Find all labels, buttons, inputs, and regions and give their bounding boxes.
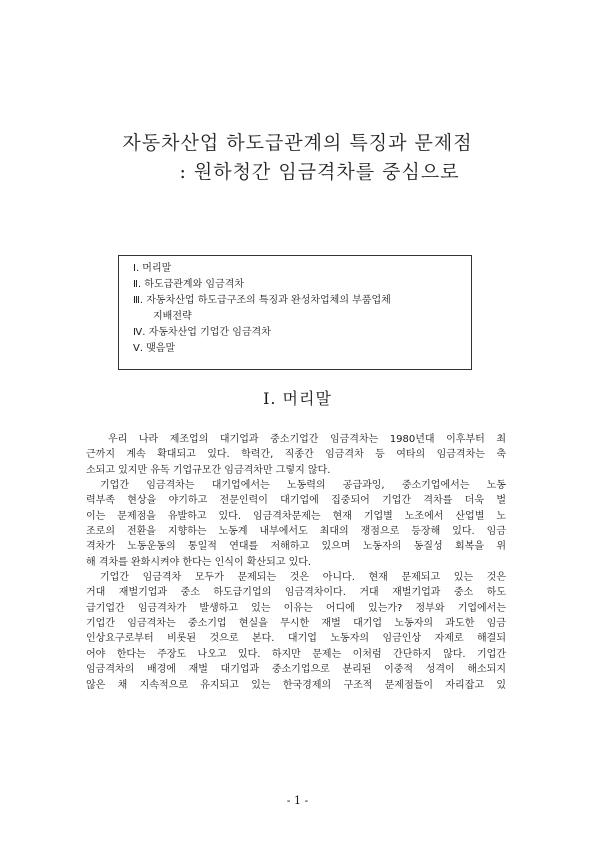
document-title: 자동차산업 하도급관계의 특징과 문제점 — [122, 132, 473, 154]
body-line: 기업간 임금격차는 대기업에서는 노동력의 공급과잉, 중소기업에서는 노동 — [100, 480, 506, 492]
toc-item-3: Ⅲ. 자동차산업 하도급구조의 특징과 완성차업체의 부품업체 — [133, 295, 391, 306]
toc-item-2: Ⅱ. 하도급관계와 임금격차 — [133, 279, 245, 290]
body-line: 소되고 있지만 유독 기업규모간 임금격차만 그렇지 않다. — [86, 464, 331, 476]
body-line: 이는 문제점을 유발하고 있다. 임금격차문제는 현재 기업별 노조에서 산업별 노 — [86, 510, 506, 522]
table-of-contents — [118, 255, 472, 370]
body-line: 기업간 임금격차 모두가 문제되는 것은 아니다. 현재 문제되고 있는 것은 — [100, 572, 506, 584]
toc-item-3-continuation: 지배전략 — [153, 311, 192, 322]
toc-item-1: Ⅰ. 머리말 — [133, 263, 172, 274]
body-line: 임금격차의 배경에 재벌 대기업과 중소기업으로 분리된 이중적 성격이 해소되지 — [86, 664, 506, 676]
body-line: 인상요구로부터 비롯된 것으로 본다. 대기업 노동자의 임금인상 자제로 해결되 — [86, 633, 506, 645]
section-heading: Ⅰ. 머리말 — [263, 389, 332, 408]
body-text — [86, 432, 506, 693]
body-line: 격차가 노동운동의 통일적 연대를 저해하고 있으며 노동자의 동질성 회복을 위 — [86, 541, 506, 553]
body-line: 우리 나라 제조업의 대기업과 중소기업간 임금격차는 1980년대 이후부터 최 — [108, 434, 506, 445]
body-line: 조로의 전환을 지향하는 노동계 내부에서도 최대의 쟁점으로 등장해 있다. 임금 — [86, 526, 506, 538]
body-line: 해 격차를 완화시켜야 한다는 인식이 확산되고 있다. — [86, 556, 312, 568]
toc-item-5: Ⅴ. 맺음말 — [133, 343, 176, 354]
toc-item-4: Ⅳ. 자동차산업 기업간 임금격차 — [133, 327, 271, 338]
body-line: 력부족 현상을 야기하고 전문인력이 대기업에 집중되어 기업간 격차를 더욱 벌 — [86, 495, 506, 507]
document-subtitle: : 원하청간 임금격차를 중심으로 — [179, 161, 460, 183]
page-number: - 1 - — [286, 794, 309, 807]
body-line: 급기업간 임금격차가 발생하고 있는 이유는 어디에 있는가? 정부와 기업에서는 — [86, 602, 506, 614]
body-line: 거대 재벌기업과 중소 하도급기업의 임금격차이다. 거대 재벌기업과 중소 하도 — [86, 587, 506, 599]
body-line: 어야 한다는 주장도 나오고 있다. 하지만 문제는 이처럼 간단하지 않다. 기업간 — [86, 648, 506, 660]
body-line: 근까지 계속 확대되고 있다. 학력간, 직종간 임금격차 등 여타의 임금격차는 축 — [86, 449, 506, 461]
body-line: 않은 채 지속적으로 유지되고 있는 한국경제의 구조적 문제점들이 자리잡고 있 — [86, 679, 506, 691]
body-line: 기업간 임금격차는 중소기업 현실을 무시한 재벌 대기업 노동자의 과도한 임금 — [86, 618, 506, 630]
